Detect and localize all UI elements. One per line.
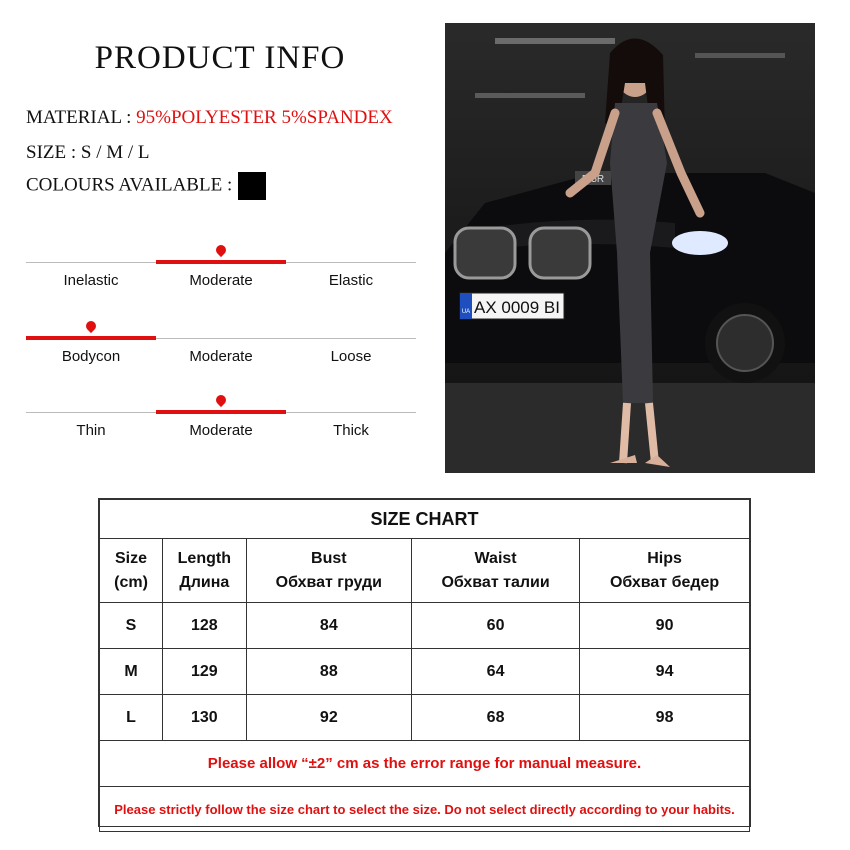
selected-segment (156, 260, 286, 264)
scale-label-bodycon: Bodycon (61, 348, 121, 365)
fit-scale (26, 318, 416, 378)
cell-size: L (100, 695, 163, 741)
size-chart-title: SIZE CHART (100, 500, 750, 539)
cell-size: M (100, 649, 163, 695)
cell-size: S (100, 603, 163, 649)
scale-label-moderate: Moderate (189, 348, 253, 365)
table-row (100, 649, 750, 695)
material-value: 95%POLYESTER 5%SPANDEX (136, 107, 393, 128)
colour-swatch-black[interactable] (238, 172, 266, 200)
header-hips: Hips Обхват бедер (580, 539, 750, 603)
material-line (26, 107, 393, 129)
colours-label: COLOURS AVAILABLE : (26, 174, 233, 196)
header-waist: Waist Обхват талии (411, 539, 579, 603)
plate-country: UA (461, 309, 471, 315)
cell-hips: 90 (580, 603, 750, 649)
selected-segment (26, 336, 156, 340)
cell-bust: 88 (246, 649, 411, 695)
table-row (100, 695, 750, 741)
header-bust: Bust Обхват груди (246, 539, 411, 603)
photo-illustration (445, 23, 815, 473)
size-selection-note: Please strictly follow the size chart to select the size. Do not select directly according to your habits. (100, 787, 750, 832)
cell-waist: 64 (411, 649, 579, 695)
map-pin-icon (156, 392, 286, 410)
scale-label-moderate: Moderate (189, 272, 253, 289)
scale-label-inelastic: Inelastic (63, 272, 119, 289)
page-title: PRODUCT INFO (94, 40, 346, 76)
scale-label-moderate: Moderate (189, 422, 253, 439)
product-photo (445, 23, 815, 473)
parking-sign: B 5R (581, 174, 605, 185)
colours-line (26, 172, 266, 200)
scale-label-loose: Loose (330, 348, 372, 365)
cell-hips: 94 (580, 649, 750, 695)
cell-length: 130 (163, 695, 247, 741)
scale-label-thick: Thick (333, 422, 369, 439)
cell-bust: 92 (246, 695, 411, 741)
cell-waist: 60 (411, 603, 579, 649)
scale-label-thin: Thin (76, 422, 106, 439)
cell-hips: 98 (580, 695, 750, 741)
size-chart (98, 498, 751, 827)
size-line: SIZE : S / M / L (26, 142, 150, 163)
license-plate: AX 0009 BI (473, 298, 561, 317)
selected-segment (156, 410, 286, 414)
measurement-note: Please allow “±2” cm as the error range for manual measure. (100, 741, 750, 787)
elasticity-scale (26, 242, 416, 302)
thickness-scale (26, 392, 416, 452)
map-pin-icon (156, 242, 286, 260)
scale-label-elastic: Elastic (328, 272, 374, 289)
header-length: Length Длина (163, 539, 247, 603)
table-row (100, 603, 750, 649)
cell-waist: 68 (411, 695, 579, 741)
header-row (100, 539, 750, 603)
cell-bust: 84 (246, 603, 411, 649)
cell-length: 128 (163, 603, 247, 649)
header-size: Size (cm) (100, 539, 163, 603)
material-label: MATERIAL : (26, 107, 132, 128)
cell-length: 129 (163, 649, 247, 695)
map-pin-icon (26, 318, 156, 336)
